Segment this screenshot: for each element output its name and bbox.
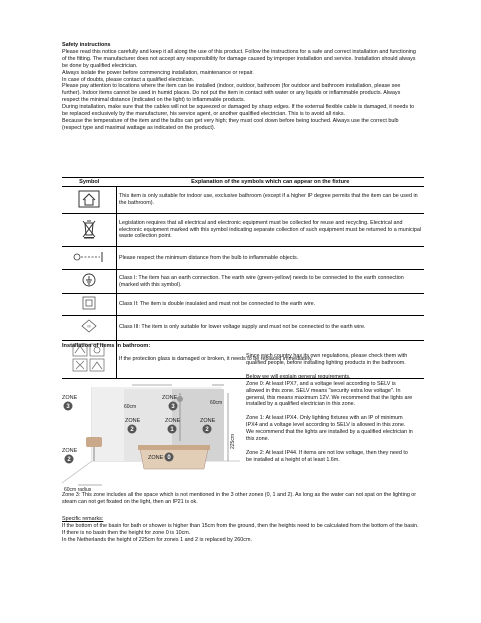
zone-label: ZONE xyxy=(162,395,178,401)
earth-icon xyxy=(82,273,96,287)
symbol-explanation: Legislation requires that all electrical and electronic equipment must be collected for reuse and recycling. Electrical and electronic equipment marked with this symbol indicating separate collection of such equipment must be returned to a municipal waste collection point. xyxy=(117,214,425,247)
table-row xyxy=(62,214,424,247)
dimension-label: 60cm xyxy=(210,400,223,406)
table-row xyxy=(62,294,424,316)
symbol-explanation: This item is only suitable for indoor use, exclusive bathroom (except if a higher IP degree permits that the item can be used in the bathroom). xyxy=(117,187,425,214)
zone-number: 0 xyxy=(167,455,171,461)
svg-text:III: III xyxy=(87,324,91,330)
remark-line: If there is no basin then the height for zone 0 is 10cm. xyxy=(62,529,191,536)
zone-label: ZONE xyxy=(62,448,78,454)
zone-label: ZONE xyxy=(125,418,141,424)
col-explanation: Explanation of the symbols which can appear on the fixture xyxy=(117,178,425,187)
install-paragraph: Since each country has its own regulations, please check them with qualified people, before installing lighting products in the bathroom. xyxy=(246,353,408,366)
zone3-paragraph: Zone 3: This zone includes all the space which is not mentioned in the 3 other zones (0, 1 and 2). As long as the water can not spat on the lighting or steam can not get fixated on the light, then an IP21 is ok. xyxy=(62,492,417,505)
safety-line: During installation, make sure that the cables will not be squeezed or damaged by sharp edges. If the external flexible cable is damaged, it needs to be replaced exclusively by the manufacturer, his service agent, or another qualified electrician. This is to avoid all risks. xyxy=(62,104,415,118)
dimension-label: 60cm radius xyxy=(64,487,92,491)
remark-line: In the Netherlands the height of 225cm for zones 1 and 2 is replaced by 260cm. xyxy=(62,536,252,543)
indoor-house-icon xyxy=(78,190,100,208)
install-title: Installation of items in bathroom: xyxy=(62,343,151,349)
specific-title: Specific remarks: xyxy=(62,516,104,522)
symbol-explanation: Class III: The item is only suitable for lower voltage supply and must not be connected to the earth wire. xyxy=(117,315,425,340)
table-row xyxy=(62,187,424,214)
minimum-distance-icon xyxy=(72,251,106,263)
symbol-explanation: If the protection glass is damaged or broken, it needs to be replaced immediately. xyxy=(117,340,425,378)
safety-instructions xyxy=(62,42,418,132)
safety-line: Because the temperature of the item and the bulbs can get very high; they must cool down before being touched. Always use the correct bulb (respect type and maximal wattage as indicated on the product). xyxy=(62,117,399,131)
install-paragraph: Zone 2: At least IP44. If items are not low voltage, then they need to be installed at a height of at least 1.6m. xyxy=(246,449,408,463)
zone-number: 2 xyxy=(67,457,71,463)
bathroom-zones-diagram xyxy=(62,379,240,491)
zone-label: ZONE xyxy=(200,418,216,424)
zone-label: ZONE xyxy=(165,418,181,424)
zone-number: 1 xyxy=(170,427,174,433)
safety-line: In case of doubts, please contact a qualified electrician. xyxy=(62,76,195,83)
table-row xyxy=(62,270,424,294)
specific-remarks xyxy=(62,516,422,544)
zone-number: 3 xyxy=(171,404,175,410)
safety-line: Always isolate the power before commencing installation, maintenance or repair. xyxy=(62,69,254,76)
safety-line: Please pay attention to locations where the item can be installed (indoor, outdoor, bathroom (for outdoor and bathroom installation, please see further). Indoor items cannot be used in humid places. Do not put the item in contact with water or any liquids or inflammable products. Always respect the minimal distance (indicated on the light) to inflammable products. xyxy=(62,83,401,104)
symbol-explanation: Class II: The item is double insulated and must not be connected to the earth wire. xyxy=(117,294,425,316)
safety-line: Please read this notice carefully and keep it all along the use of this product. Follow the instructions for a safe and correct installation and functioning of the fitting. The manufacturer does not accept any responsibility for damage caused by improper installation and service. Installation should always be done by qualified electrician. xyxy=(62,48,416,69)
double-insulation-icon xyxy=(82,296,96,310)
zone-number: 2 xyxy=(130,427,134,433)
crossed-bin-icon xyxy=(81,219,97,239)
symbol-explanation: Class I: The item has an earth connection. The earth wire (green-yellow) needs to be connected to the earth connection (marked with this symbol). xyxy=(117,270,425,294)
dimension-label: 60cm xyxy=(124,404,137,410)
install-paragraph: Zone 1: At least IPX4. Only lighting fixtures with an IP of minimum IPX4 and a voltage level according to SELV is allowed in this zone. We recommend that the lights are installed by a qualified electrician in this zone. xyxy=(246,415,413,443)
table-row xyxy=(62,315,424,340)
table-header-row xyxy=(62,178,424,187)
zone-label: ZONE xyxy=(62,395,78,401)
remark-line: If the bottom of the basin for bath or shower is higher than 15cm from the ground, then the heights need to be calculated from the bottom of the basin. xyxy=(62,522,419,529)
dimension-label: 225cm xyxy=(230,433,236,449)
zone-number: 3 xyxy=(66,404,70,410)
zone-number: 2 xyxy=(205,427,209,433)
col-symbol: Symbol xyxy=(62,178,117,187)
table-row xyxy=(62,247,424,270)
zone-explanations xyxy=(246,353,414,464)
zone-label: ZONE xyxy=(148,455,164,461)
install-paragraph: Zone 0: At least IPX7, and a voltage level according to SELV is allowed in this zone. SELV means "security extra low voltage". In general, this means maximum 12V. We recommend that the lights are installed by a qualified electrician in this zone. xyxy=(246,380,413,408)
class-three-icon xyxy=(81,319,97,333)
symbol-explanation: Please respect the minimum distance from the bulb to inflammable objects. xyxy=(117,247,425,270)
safety-title: Safety instructions xyxy=(62,42,111,48)
install-paragraph: Below we will explain general requirements. xyxy=(246,373,351,380)
